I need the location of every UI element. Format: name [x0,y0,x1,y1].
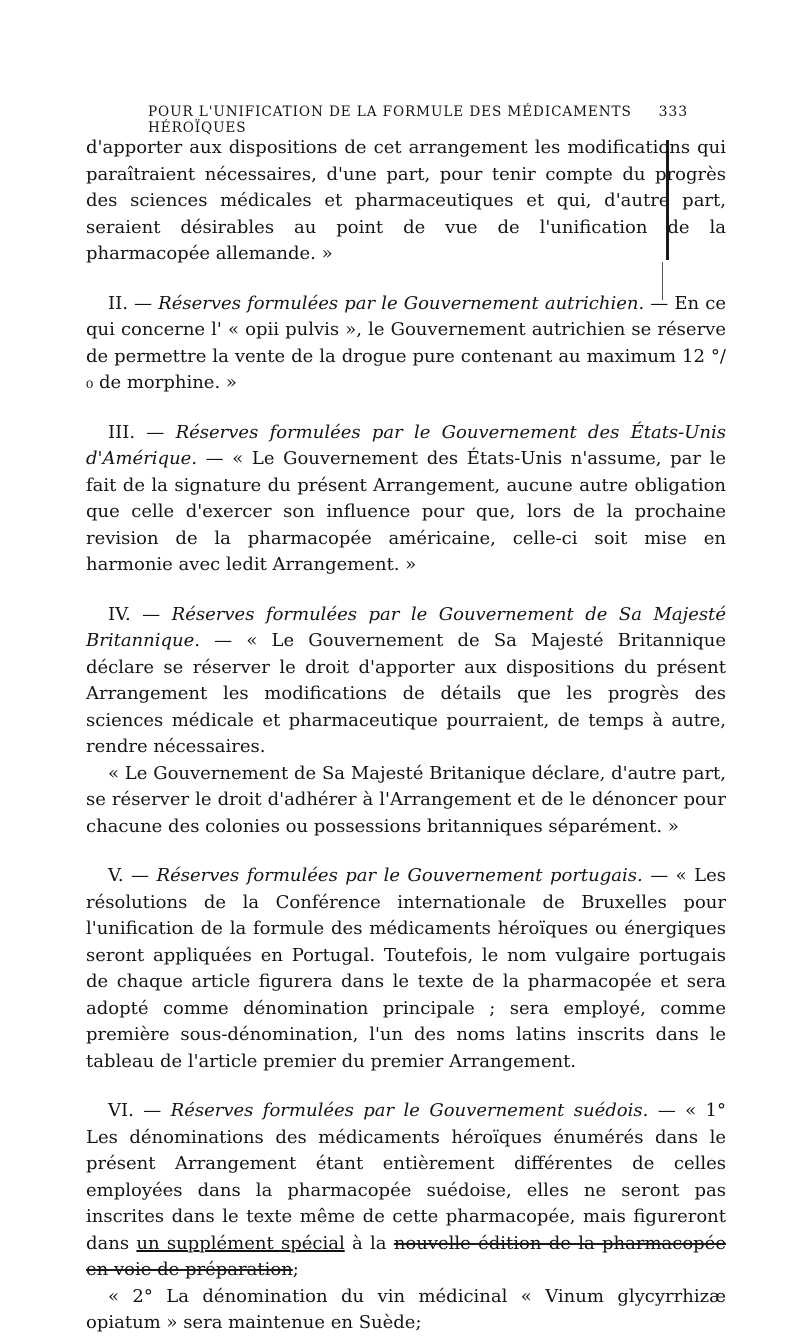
running-header [148,104,688,136]
section-number: II. — [108,292,159,314]
paragraph-portugal [86,863,726,1075]
section-title: Réserves formulées par le Gouvernement des États-Unis d'Amérique. [86,421,726,469]
page-body [86,135,726,1337]
paragraph-usa [86,420,726,579]
section-body: — « Les résolutions de la Conférence internationale de Bruxelles pour l'unification de la formule des médicaments héroïques ou énergiques seront appliquées en Portugal. Toutefois, le nom vulgaire portugais de chaque article figurera dans le texte de la pharmacopée et sera adopté comme dénomination principale ; sera employé, comme première sous-dénomination, l'un des noms latins inscrits dans le tableau de l'article premier du premier Arrangement. [86,865,726,1072]
page-number: 333 [658,104,688,120]
paragraph-britain [86,602,726,761]
section-number: VI. — [108,1100,171,1121]
paragraph-austria [86,291,726,397]
underlined-text: un supplément spécial [136,1232,345,1254]
paragraph-german-end: d'apporter aux dispositions de cet arrangement les modifications qui paraîtraient nécessaires, d'une part, pour tenir compte du progrès des sciences médicales et pharmaceutiques et qui, d'autre part, seraient désirables au point de vue de l'unification de la pharmacopée allemande. » [86,137,726,264]
section-title: Réserves formulées par le Gouvernement autrichien. [158,292,645,314]
header-title: POUR L'UNIFICATION DE LA FORMULE DES MÉDICAMENTS HÉROÏQUES [148,104,632,136]
section-body: — « 1° Les dénominations des médicaments héroïques énumérés dans le présent Arrangement étant entièrement différentes de celles employées dans la pharmacopée suédoise, elles ne seront pas inscrites dans le texte même de cette pharmacopée, mais figureront dans [86,1100,726,1254]
section-title: Réserves formulées par le Gouvernement de Sa Majesté Britannique. [86,603,726,651]
struck-through-text: nouvelle édition de la pharmacopée en voie de préparation [86,1232,726,1280]
section-title: Réserves formulées par le Gouvernement portugais. [156,865,643,886]
section-title: Réserves formulées par le Gouvernement suédois. [170,1100,649,1121]
section-body-cont: à la [344,1232,394,1254]
paragraph-sweden [86,1098,726,1284]
section-number: IV. — [108,603,172,625]
paragraph-sweden-2: « 2° La dénomination du vin médicinal « Vinum glycyrrhizæ opiatum » sera maintenue en Suède; [86,1285,726,1333]
section-body: — « Le Gouvernement des États-Unis n'assume, par le fait de la signature du présent Arrangement, aucune autre obligation que celle d'exercer son influence pour que, lors de la prochaine revision de la pharmacopée américaine, celle-ci soit mise en harmonie avec ledit Arrangement. » [86,448,726,575]
section-body: — En ce qui concerne l' « opii pulvis », le Gouvernement autrichien se réserve de permettre la vente de la drogue pure contenant au maximum 12 °/₀ de morphine. » [86,292,726,393]
section-body: — « Le Gouvernement de Sa Majesté Britannique déclare se réserver le droit d'apporter aux dispositions du présent Arrangement les modifications de détails que les progrès des sciences médicale et pharmaceutique pourraient, de temps à autre, rendre nécessaires. [86,630,726,757]
section-number: III. — [108,421,176,443]
section-number: V. — [108,865,157,886]
paragraph-britain-2: « Le Gouvernement de Sa Majesté Britanique déclare, d'autre part, se réserver le droit d'adhérer à l'Arrangement et de le dénoncer pour chacune des colonies ou possessions britanniques séparément. » [86,762,726,837]
section-body-end: ; [292,1259,299,1280]
